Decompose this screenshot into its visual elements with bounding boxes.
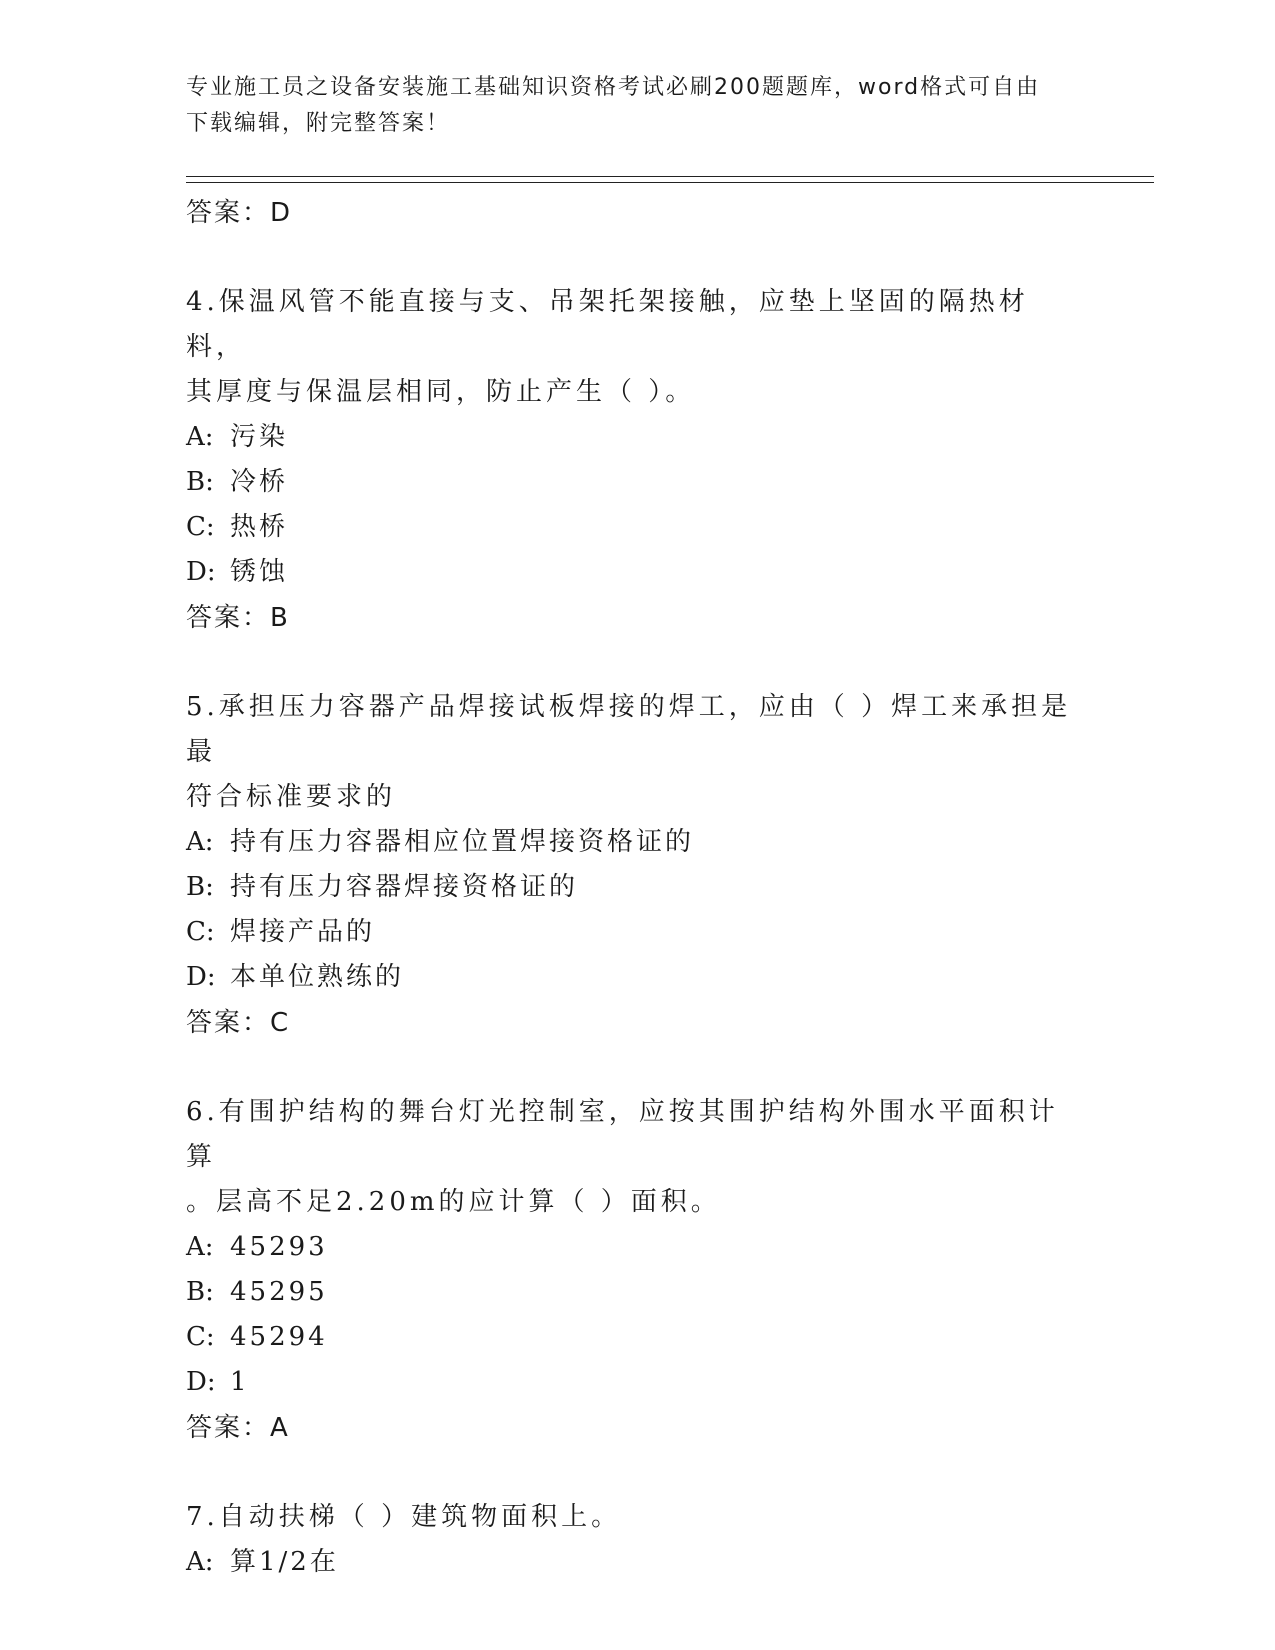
header-line-1: 专业施工员之设备安装施工基础知识资格考试必刷200题题库，word格式可自由 <box>186 75 1041 100</box>
option-key: A: <box>186 422 214 452</box>
answer: 答案：C <box>186 1008 291 1038</box>
question-7 <box>186 1495 1086 1585</box>
option-text: 45293 <box>230 1232 328 1262</box>
option-a <box>186 415 1086 460</box>
option-key: C: <box>186 1322 215 1352</box>
answer-prev: 答案：D <box>186 198 293 228</box>
option-text: 锈蚀 <box>230 557 289 587</box>
option-text: 焊接产品的 <box>230 917 376 947</box>
option-text: 热桥 <box>230 512 289 542</box>
option-text: 1 <box>230 1367 250 1397</box>
option-key: B: <box>186 872 214 902</box>
answer: 答案：B <box>186 603 290 633</box>
option-d <box>186 550 1086 595</box>
option-b <box>186 460 1086 505</box>
option-text: 本单位熟练的 <box>230 962 405 992</box>
option-key: D: <box>186 1367 216 1397</box>
option-text: 算1/2在 <box>230 1547 339 1577</box>
question-text: 6.有围护结构的舞台灯光控制室，应按其围护结构外围水平面积计算 <box>186 1097 1059 1172</box>
option-c <box>186 505 1086 550</box>
header-line-2: 下载编辑，附完整答案！ <box>186 111 451 136</box>
option-key: A: <box>186 1547 214 1577</box>
question-text: 。层高不足2.20m的应计算（ ）面积。 <box>186 1187 721 1217</box>
header-rule-thick <box>186 176 1154 177</box>
option-text: 冷桥 <box>230 467 289 497</box>
option-a <box>186 820 1086 865</box>
option-key: B: <box>186 1277 214 1307</box>
question-5 <box>186 685 1086 1046</box>
option-text: 持有压力容器焊接资格证的 <box>230 872 579 902</box>
answer: 答案：A <box>186 1413 290 1443</box>
option-text: 污染 <box>230 422 289 452</box>
question-list <box>186 190 1086 1585</box>
option-key: C: <box>186 512 215 542</box>
question-text: 5.承担压力容器产品焊接试板焊接的焊工，应由（ ）焊工来承担是最 <box>186 692 1072 767</box>
option-b <box>186 865 1086 910</box>
option-key: D: <box>186 962 216 992</box>
option-b <box>186 1270 1086 1315</box>
option-key: A: <box>186 827 214 857</box>
option-text: 持有压力容器相应位置焊接资格证的 <box>230 827 695 857</box>
option-c <box>186 1315 1086 1360</box>
option-text: 45295 <box>230 1277 328 1307</box>
question-text: 符合标准要求的 <box>186 782 397 812</box>
option-a <box>186 1225 1086 1270</box>
question-text: 7.自动扶梯（ ）建筑物面积上。 <box>186 1502 622 1532</box>
option-key: B: <box>186 467 214 497</box>
option-d <box>186 955 1086 1000</box>
option-key: D: <box>186 557 216 587</box>
question-text: 其厚度与保温层相同，防止产生（ ）。 <box>186 377 696 407</box>
option-key: C: <box>186 917 215 947</box>
question-text: 4.保温风管不能直接与支、吊架托架接触，应垫上坚固的隔热材料， <box>186 287 1029 362</box>
question-4 <box>186 280 1086 641</box>
question-6 <box>186 1090 1086 1451</box>
option-text: 45294 <box>230 1322 328 1352</box>
option-a <box>186 1540 1086 1585</box>
option-key: A: <box>186 1232 214 1262</box>
header-rule-thin <box>186 182 1154 183</box>
option-d <box>186 1360 1086 1405</box>
option-c <box>186 910 1086 955</box>
document-header <box>186 70 1066 142</box>
